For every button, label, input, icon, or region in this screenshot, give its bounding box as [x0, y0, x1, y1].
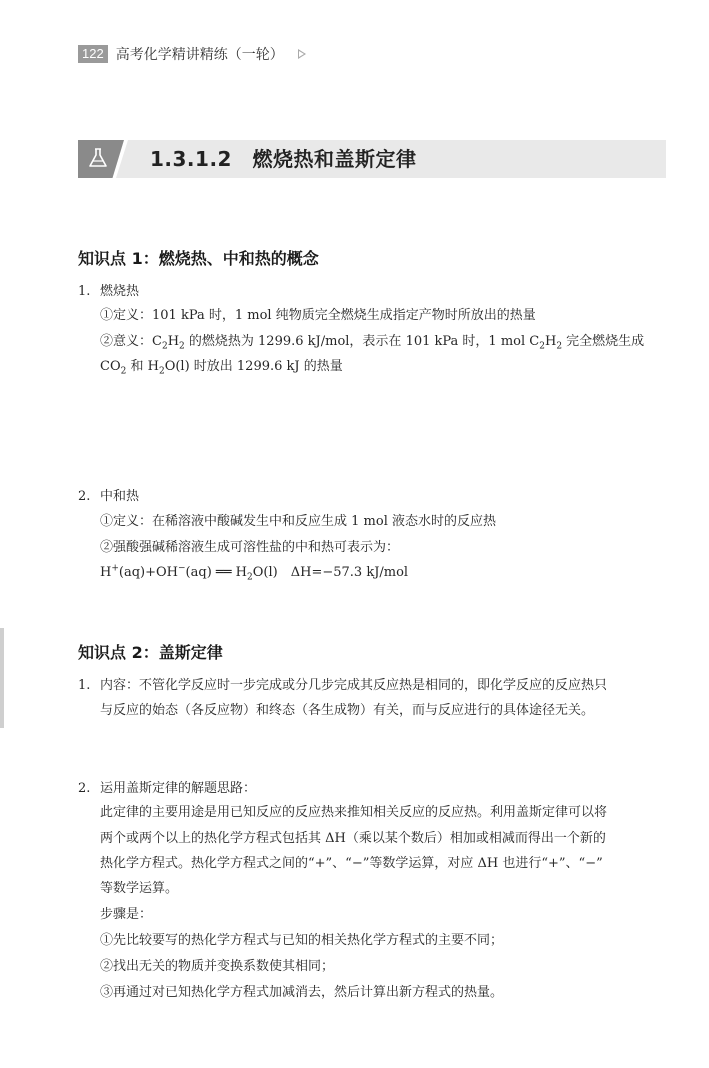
kp2-item2-para-line4: 等数学运算。 [100, 881, 179, 896]
kp2-item1-line1: 内容：不管化学反应时一步完成或分几步完成其反应热是相同的，即化学反应的反应热只 [100, 678, 608, 693]
kp2-step-1: ①先比较要写的热化学方程式与已知的相关热化学方程式的主要不同； [100, 933, 504, 948]
page-number: 122 [78, 45, 108, 63]
kp1-item1-number: 1. [78, 284, 91, 299]
kp1-item2-number: 2. [78, 489, 91, 504]
kp2-step-3: ③再通过对已知热化学方程式加减消去，然后计算出新方程式的热量。 [100, 985, 504, 1000]
kp1-item1-label: 燃烧热 [100, 284, 140, 299]
kp2-item1-line2: 与反应的始态（各反应物）和终态（各生成物）有关，而与反应进行的具体途径无关。 [100, 703, 595, 718]
kp2-step-2: ②找出无关的物质并变换系数使其相同； [100, 959, 335, 974]
kp2-item1-number: 1. [78, 678, 91, 693]
page-edge-tab [0, 628, 4, 728]
kp2-item2-number: 2. [78, 781, 91, 796]
kp1-item1-meaning-line2: $CO_2$ 和 $H_2O(l)$ 时放出 1299.6 kJ 的热量 [100, 359, 343, 377]
kp1-heading: 知识点 1：燃烧热、中和热的概念 [78, 249, 319, 268]
kp1-item1-definition: ①定义：101 kPa 时，1 mol 纯物质完全燃烧生成指定产物时所放出的热量 [100, 308, 536, 323]
neutralization-equation: H+(aq)+OH−(aq) ══ $H_2O(l)$ ΔH=−57.3 kJ/mol [100, 563, 409, 583]
kp1-item2-label: 中和热 [100, 489, 140, 504]
page-header [78, 44, 306, 64]
play-arrow-icon [298, 49, 306, 59]
kp1-item2-note: ②强酸强碱稀溶液生成可溶性盐的中和热可表示为： [100, 540, 400, 555]
kp2-item2-para-line1: 此定律的主要用途是用已知反应的反应热来推知相关反应的反应热。利用盖斯定律可以将 [100, 805, 608, 820]
kp2-heading: 知识点 2：盖斯定律 [78, 643, 223, 662]
kp2-item2-para-line3: 热化学方程式。热化学方程式之间的“+”、“−”等数学运算，对应 ΔH 也进行“+”、“−” [100, 856, 603, 871]
kp2-item2-label: 运用盖斯定律的解题思路： [100, 781, 257, 796]
kp1-item2-definition: ①定义：在稀溶液中酸碱发生中和反应生成 1 mol 液态水时的反应热 [100, 514, 496, 529]
kp1-item1-meaning-line1: ②意义：$C_2H_2$ 的燃烧热为 1299.6 kJ/mol，表示在 101 kPa 时，1 mol $C_2H_2$ 完全燃烧生成 [100, 334, 645, 352]
kp2-item2-para-line2: 两个或两个以上的热化学方程式包括其 ΔH（乘以某个数后）相加或相减而得出一个新的 [100, 831, 606, 846]
banner-icon-box [78, 140, 124, 178]
section-title: 1.3.1.2 燃烧热和盖斯定律 [150, 147, 417, 171]
section-banner [78, 140, 666, 178]
kp2-item2-steps-label: 步骤是： [100, 907, 153, 922]
book-title: 高考化学精讲精练（一轮） [115, 47, 284, 63]
flask-icon [86, 146, 110, 170]
